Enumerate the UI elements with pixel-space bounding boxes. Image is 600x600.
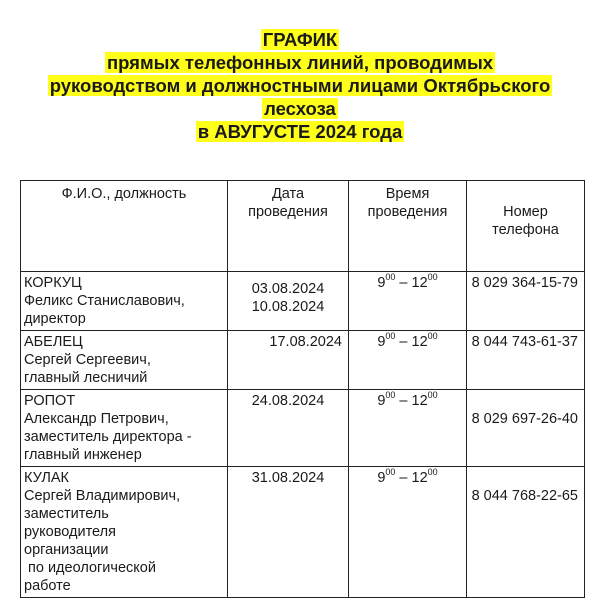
phone-number: 8 044 768-22-65 [471,488,578,504]
person-detail: Александр Петрович, [24,411,169,427]
date-cell [228,390,349,467]
person-detail: Сергей Сергеевич, [24,352,151,368]
time-end-hour: 12 [411,275,428,291]
person-detail: главный лесничий [24,370,148,386]
table-row [21,331,585,390]
time-start-hour: 9 [377,470,386,486]
title-line-2: прямых телефонных линий, проводимых [106,52,494,73]
person-cell [21,467,228,598]
time-start-minutes: 00 [385,331,396,341]
person-detail: Сергей Владимирович, [24,488,181,504]
time-start-minutes: 00 [385,467,396,477]
person-detail: организации [24,542,109,558]
title-line-4: лесхоза [264,98,336,119]
phone-cell [467,390,585,467]
time-start-hour: 9 [377,334,386,350]
time-cell [349,272,467,331]
time-separator: – [395,393,412,409]
person-cell [21,272,228,331]
document-title [0,28,600,143]
date-value: 03.08.2024 [251,281,325,297]
time-separator: – [395,334,412,350]
date-cell [228,467,349,598]
time-end-hour: 12 [411,334,428,350]
time-end-hour: 12 [411,393,428,409]
time-cell [349,331,467,390]
time-end-hour: 12 [411,470,428,486]
title-line-5: в АВУГУСТЕ 2024 года [197,121,403,142]
phone-cell [467,331,585,390]
time-start-hour: 9 [377,393,386,409]
header-name-label: Ф.И.О., должность [61,186,187,202]
person-detail: главный инженер [24,447,142,463]
person-detail: заместитель [24,506,109,522]
date-value: 10.08.2024 [251,299,325,315]
person-surname: КОРКУЦ [24,275,82,291]
header-name [21,181,228,272]
time-start-hour: 9 [377,275,386,291]
header-time [349,181,467,272]
table-row [21,467,585,598]
table-row [21,390,585,467]
phone-number: 8 044 743-61-37 [471,334,578,350]
table-row [21,272,585,331]
header-phone [467,181,585,272]
header-date-line-2: проведения [248,204,328,220]
time-end-minutes: 00 [427,272,438,282]
header-time-line-1: Время [385,186,430,202]
header-phone-line-1: Номер [503,204,548,220]
time-end-minutes: 00 [427,331,438,341]
person-surname: КУЛАК [24,470,69,486]
time-start-minutes: 00 [385,390,396,400]
phone-number: 8 029 697-26-40 [471,411,578,427]
title-line-3: руководством и должностными лицами Октябрьского [49,75,551,96]
time-end-minutes: 00 [427,390,438,400]
phone-cell [467,272,585,331]
time-separator: – [395,470,412,486]
date-cell [228,272,349,331]
person-detail: Феликс Станиславович, [24,293,185,309]
table-header-row [21,181,585,272]
person-detail: работе [24,578,71,594]
phone-number: 8 029 364-15-79 [471,275,578,291]
date-cell [228,331,349,390]
time-separator: – [395,275,412,291]
time-end-minutes: 00 [427,467,438,477]
time-start-minutes: 00 [385,272,396,282]
person-cell [21,390,228,467]
time-cell [349,467,467,598]
header-date-line-1: Дата [271,186,305,202]
schedule-table [20,180,585,598]
person-detail: заместитель директора - [24,429,192,445]
date-value: 17.08.2024 [269,334,342,350]
person-cell [21,331,228,390]
person-surname: АБЕЛЕЦ [24,334,83,350]
time-cell [349,390,467,467]
person-detail: по идеологической [28,560,156,576]
person-detail: директор [24,311,86,327]
person-detail: руководителя [24,524,116,540]
header-phone-line-2: телефона [492,222,559,238]
date-value: 24.08.2024 [251,393,325,409]
person-surname: РОПОТ [24,393,76,409]
header-time-line-2: проведения [367,204,448,220]
header-date [228,181,349,272]
date-value: 31.08.2024 [251,470,325,486]
title-line-1: ГРАФИК [262,29,338,50]
phone-cell [467,467,585,598]
